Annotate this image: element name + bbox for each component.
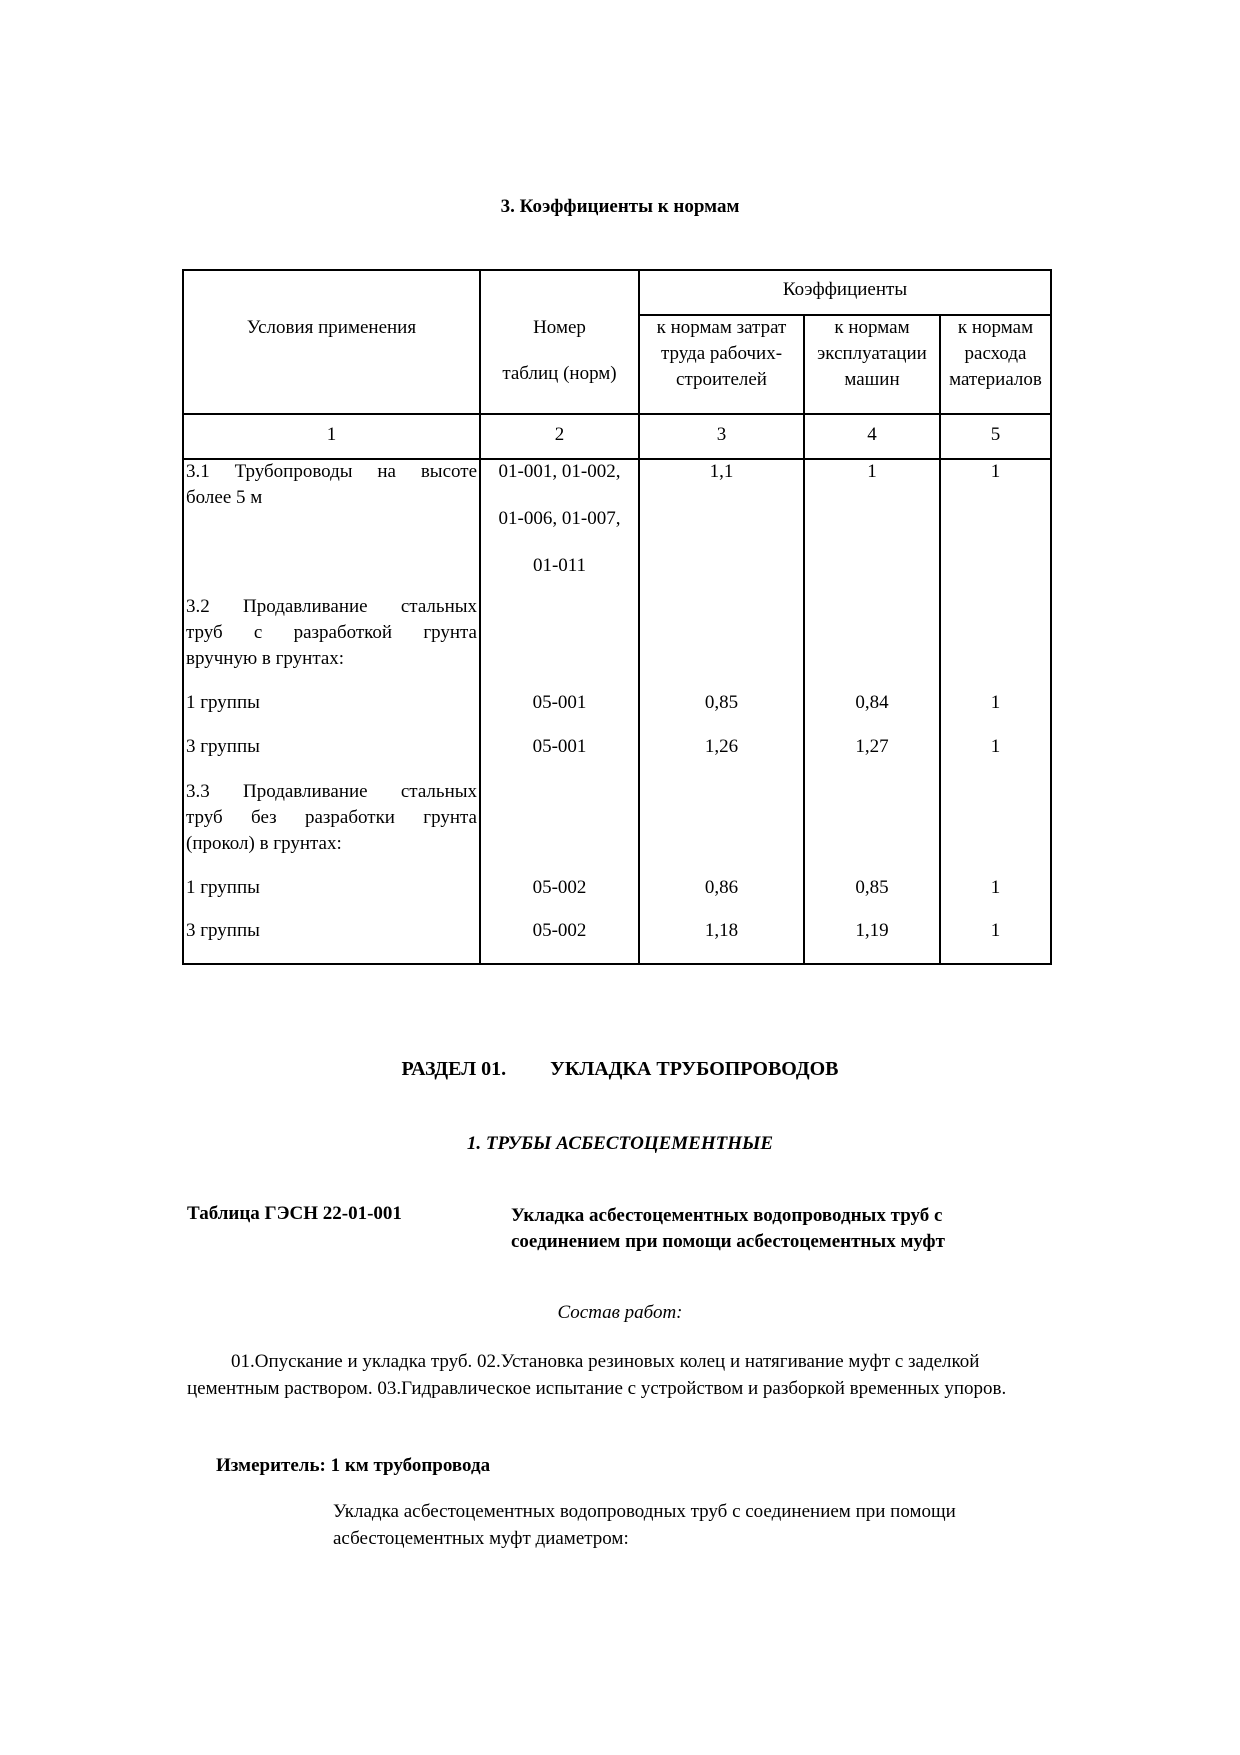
gesn-table-title: Укладка асбестоцементных водопроводных труб с соединением при помощи асбестоцементных муфт bbox=[511, 1205, 945, 1252]
header-materials: к нормам расхода материалов bbox=[949, 317, 1042, 390]
col-number-5: 5 bbox=[990, 424, 1001, 445]
row-3-1-materials: 1 bbox=[990, 461, 1001, 482]
row-3-3-g1-condition: 1 группы bbox=[186, 877, 260, 898]
row-3-1-labor: 1,1 bbox=[709, 461, 734, 482]
row-3-1-tables: 01-001, 01-002, 01-006, 01-007, 01-011 bbox=[498, 461, 621, 576]
col-number-3: 3 bbox=[716, 424, 727, 445]
section-heading bbox=[0, 1058, 1240, 1081]
table-vline-3 bbox=[803, 315, 805, 965]
row-3-2-g1-table: 05-001 bbox=[532, 692, 587, 713]
section-title: 3. Коэффициенты к нормам bbox=[500, 196, 740, 217]
row-3-3-g1-machines: 0,85 bbox=[855, 877, 889, 898]
row-3-3-condition: 3.3 Продавливание стальных труб без разработки грунта (прокол) в грунтах: bbox=[186, 781, 477, 854]
col-number-4: 4 bbox=[867, 424, 877, 445]
row-3-3-g3-machines: 1,19 bbox=[855, 920, 889, 941]
row-3-3-g1-table: 05-002 bbox=[532, 877, 587, 898]
row-3-2-g3-materials: 1 bbox=[990, 736, 1001, 757]
row-3-3-g3-labor: 1,18 bbox=[704, 920, 739, 941]
row-3-2-g3-labor: 1,26 bbox=[704, 736, 739, 757]
section-label: РАЗДЕЛ 01. bbox=[401, 1058, 507, 1080]
coefficients-table bbox=[182, 269, 1052, 965]
table-border-left bbox=[182, 269, 184, 965]
row-3-2-g3-machines: 1,27 bbox=[855, 736, 889, 757]
header-number-line1: Номер bbox=[533, 317, 586, 338]
header-machines: к нормам эксплуатации машин bbox=[817, 317, 927, 390]
row-3-3-g1-materials: 1 bbox=[990, 877, 1001, 898]
table-vline-4 bbox=[939, 315, 941, 965]
header-coefficients: Коэффициенты bbox=[782, 279, 908, 300]
row-3-3-g1-labor: 0,86 bbox=[704, 877, 739, 898]
header-conditions: Условия применения bbox=[246, 317, 417, 338]
row-3-1-condition: 3.1 Трубопроводы на высоте более 5 м bbox=[186, 461, 477, 508]
section-name: УКЛАДКА ТРУБОПРОВОДОВ bbox=[550, 1058, 839, 1080]
row-3-3-g3-materials: 1 bbox=[990, 920, 1001, 941]
col-number-2: 2 bbox=[554, 424, 565, 445]
row-3-3-g3-condition: 3 группы bbox=[186, 920, 260, 941]
row-3-2-g1-machines: 0,84 bbox=[855, 692, 889, 713]
row-3-2-g3-condition: 3 группы bbox=[186, 736, 260, 757]
row-3-2-g1-labor: 0,85 bbox=[704, 692, 739, 713]
row-3-2-condition: 3.2 Продавливание стальных труб с разработкой грунта вручную в грунтах: bbox=[186, 596, 477, 669]
header-labor: к нормам затрат труда рабочих- строителей bbox=[656, 317, 787, 390]
measure-unit: Измеритель: 1 км трубопровода bbox=[216, 1455, 491, 1476]
row-3-2-g1-condition: 1 группы bbox=[186, 692, 260, 713]
gesn-table-code: Таблица ГЭСН 22-01-001 bbox=[187, 1203, 402, 1224]
row-3-2-g1-materials: 1 bbox=[990, 692, 1001, 713]
table-border-bottom bbox=[182, 963, 1052, 965]
row-3-2-g3-table: 05-001 bbox=[532, 736, 587, 757]
row-3-3-g3-table: 05-002 bbox=[532, 920, 587, 941]
description-text: Укладка асбестоцементных водопроводных труб с соединением при помощи асбестоцементных муфт диаметром: bbox=[333, 1501, 956, 1549]
works-text: 01.Опускание и укладка труб. 02.Установка резиновых колец и натягивание муфт с заделкой цементным раствором. 03.Гидравлическое испытание с устройством и разборкой временных упоров. bbox=[187, 1351, 1007, 1399]
row-3-1-machines: 1 bbox=[867, 461, 877, 482]
header-number-line2: таблиц (норм) bbox=[502, 363, 617, 384]
subsection-title: 1. ТРУБЫ АСБЕСТОЦЕМЕНТНЫЕ bbox=[466, 1133, 774, 1154]
table-border-right bbox=[1050, 269, 1052, 965]
works-heading: Состав работ: bbox=[557, 1302, 683, 1323]
col-number-1: 1 bbox=[326, 424, 337, 445]
